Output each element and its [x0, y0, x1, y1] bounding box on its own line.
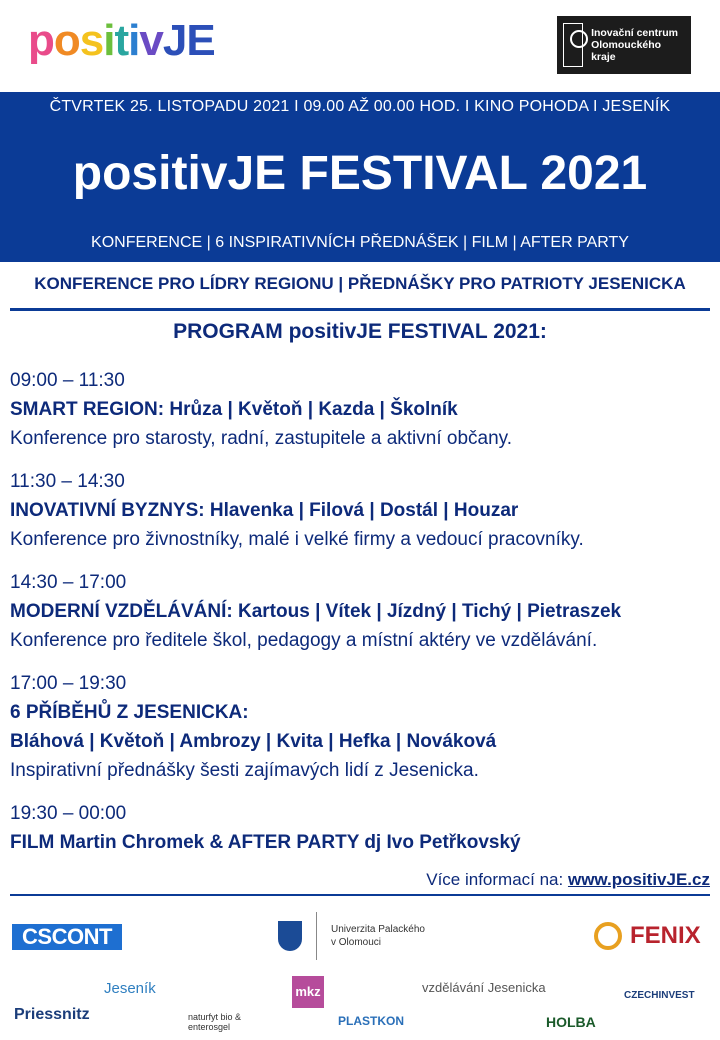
program-item: [10, 799, 710, 857]
naturfyt-logo: naturfyt bio & enterosgel: [188, 1012, 242, 1032]
item-time: 17:00 – 19:30: [10, 673, 127, 694]
positivje-logo: positivJE: [28, 16, 215, 65]
ic-logo-text: Inovační centrum Olomouckého kraje: [591, 27, 679, 63]
item-head: FILM Martin Chromek & AFTER PARTY dj Ivo Petřkovský: [10, 832, 521, 853]
program-list: [10, 366, 710, 871]
event-subtitle: KONFERENCE | 6 INSPIRATIVNÍCH PŘEDNÁŠEK | FILM | AFTER PARTY: [91, 234, 629, 251]
event-title: positivJE FESTIVAL 2021: [72, 147, 648, 200]
item-time: 09:00 – 11:30: [10, 370, 125, 391]
program-item: [10, 467, 710, 554]
website-link[interactable]: www.positivJE.cz: [567, 870, 710, 889]
upol-divider: [316, 912, 317, 960]
program-item: [10, 568, 710, 655]
more-info-label: Více informací na:: [426, 870, 568, 889]
event-banner: [0, 92, 720, 262]
item-head: MODERNÍ VZDĚLÁVÁNÍ: Kartous | Vítek | Jízdný | Tichý | Pietraszek: [10, 601, 622, 622]
fenix-logo: [594, 922, 701, 950]
item-time: 19:30 – 00:00: [10, 803, 127, 824]
inovacni-centrum-logo: [557, 16, 691, 74]
item-head: 6 PŘÍBĚHŮ Z JESENICKA:: [10, 702, 249, 723]
program-item: [10, 669, 710, 785]
item-head: SMART REGION: Hrůza | Květoň | Kazda | Školník: [10, 399, 458, 420]
jesenik-logo: Jeseník: [104, 980, 156, 997]
item-time: 11:30 – 14:30: [10, 471, 125, 492]
upol-logo: [278, 912, 431, 960]
ic-logo-mark-icon: [563, 23, 583, 67]
tagline: KONFERENCE PRO LÍDRY REGIONU | PŘEDNÁŠKY PRO PATRIOTY JESENICKA: [34, 274, 686, 293]
vzdelavani-logo: vzdělávání Jesenicka: [422, 980, 546, 995]
item-head: INOVATIVNÍ BYZNYS: Hlavenka | Filová | Dostál | Houzar: [10, 500, 519, 521]
program-item: [10, 366, 710, 453]
item-desc: Inspirativní přednášky šesti zajímavých lidí z Jesenicka.: [10, 760, 479, 781]
divider: [10, 308, 710, 311]
fenix-sun-icon: [594, 922, 622, 950]
priessnitz-logo: Priessnitz: [14, 1006, 90, 1023]
plastkon-logo: PLASTKON: [338, 1014, 404, 1028]
mkz-logo: mkz: [292, 976, 324, 1008]
item-speakers: Bláhová | Květoň | Ambrozy | Kvita | Hefka | Nováková: [10, 731, 497, 752]
upol-text: Univerzita Palackého v Olomouci: [331, 924, 425, 948]
event-info: ČTVRTEK 25. LISTOPADU 2021 I 09.00 AŽ 00.00 HOD. I KINO POHODA I JESENÍK: [49, 98, 671, 115]
item-desc: Konference pro živnostníky, malé i velké firmy a vedoucí pracovníky.: [10, 529, 584, 550]
item-time: 14:30 – 17:00: [10, 572, 127, 593]
holba-logo: HOLBA: [546, 1014, 596, 1030]
upol-shield-icon: [278, 921, 302, 951]
cscont-logo: CSCONT: [12, 924, 122, 950]
fenix-text: FENIX: [630, 922, 701, 949]
item-desc: Konference pro ředitele škol, pedagogy a místní aktéry ve vzdělávání.: [10, 630, 598, 651]
czechinvest-logo: CZECHINVEST: [624, 990, 695, 1001]
program-title: PROGRAM positivJE FESTIVAL 2021:: [173, 320, 547, 343]
divider: [10, 894, 710, 896]
more-info: [426, 870, 710, 890]
item-desc: Konference pro starosty, radní, zastupitele a aktivní občany.: [10, 428, 513, 449]
